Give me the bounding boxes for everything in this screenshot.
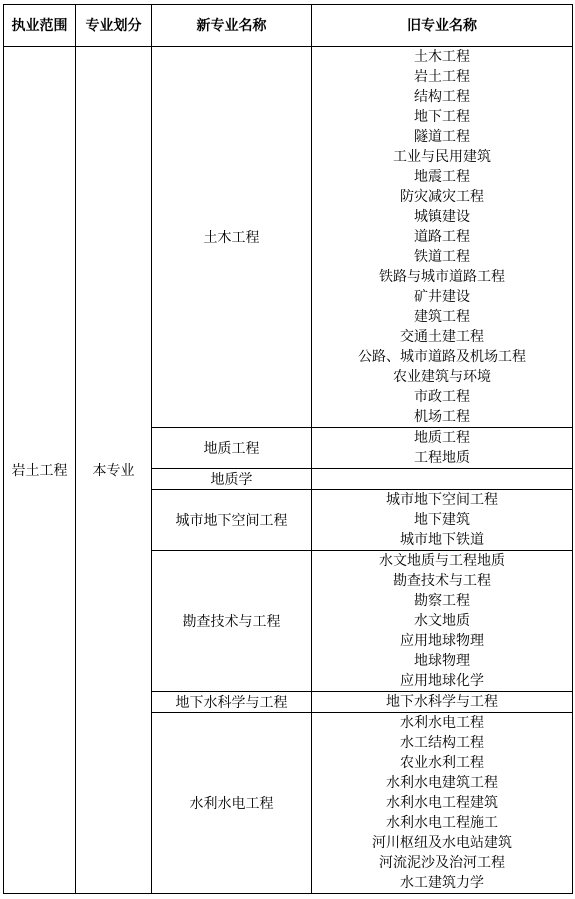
old-major-item: 交通土建工程 [400,329,484,345]
header-old-name: 旧专业名称 [312,5,573,47]
old-major-item: 勘查技术与工程 [393,573,491,589]
old-major-item: 地质工程 [414,430,470,446]
old-major-item: 勘察工程 [414,593,470,609]
new-major-name: 土木工程 [152,47,312,428]
old-major-item: 应用地球物理 [400,633,484,649]
old-major-item: 水工结构工程 [400,735,484,751]
old-major-item: 河流泥沙及治河工程 [379,855,505,871]
table-row [4,47,573,428]
old-major-item: 工程地质 [414,450,470,466]
old-major-item: 城市地下铁道 [400,532,484,548]
old-major-item: 地震工程 [414,169,470,185]
old-major-names [312,47,573,428]
table-body [4,47,573,894]
new-major-name: 城市地下空间工程 [152,490,312,551]
old-major-item: 铁道工程 [414,249,470,265]
old-major-item: 工业与民用建筑 [393,149,491,165]
old-major-item: 铁路与城市道路工程 [379,269,505,285]
header-scope: 执业范围 [4,5,76,47]
header-new-name: 新专业名称 [152,5,312,47]
old-major-item: 市政工程 [414,389,470,405]
old-major-item: 矿井建设 [414,289,470,305]
major-mapping-table [3,4,573,894]
old-major-item: 水利水电工程 [400,715,484,731]
old-major-item: 道路工程 [414,229,470,245]
old-major-item: 地下水科学与工程 [386,694,498,710]
old-major-names [312,713,573,894]
new-major-name: 地质学 [152,469,312,490]
old-major-item: 应用地球化学 [400,673,484,689]
new-major-name: 地质工程 [152,428,312,469]
header-row [4,5,573,47]
division-cell: 本专业 [76,47,152,894]
old-major-item: 机场工程 [414,409,470,425]
old-major-item: 地球物理 [414,653,470,669]
old-major-item: 水文地质 [414,613,470,629]
old-major-item: 公路、城市道路及机场工程 [358,349,526,365]
old-major-item: 水工建筑力学 [400,875,484,891]
old-major-item: 城镇建设 [414,209,470,225]
old-major-item: 水利水电工程施工 [386,815,498,831]
old-major-item: 城市地下空间工程 [386,492,498,508]
old-major-item: 河川枢纽及水电站建筑 [372,835,512,851]
old-major-names [312,551,573,692]
old-major-item: 农业建筑与环境 [393,369,491,385]
old-major-item: 隧道工程 [414,129,470,145]
new-major-name: 勘查技术与工程 [152,551,312,692]
old-major-names [312,469,573,490]
old-major-item: 地下工程 [414,109,470,125]
old-major-item: 土木工程 [414,49,470,65]
old-major-item: 农业水利工程 [400,755,484,771]
old-major-item: 结构工程 [414,89,470,105]
old-major-names [312,490,573,551]
old-major-item: 水利水电工程建筑 [386,795,498,811]
old-major-item: 岩土工程 [414,69,470,85]
scope-cell: 岩土工程 [4,47,76,894]
new-major-name: 水利水电工程 [152,713,312,894]
old-major-item: 建筑工程 [414,309,470,325]
old-major-item: 防灾减灾工程 [400,189,484,205]
old-major-item: 水利水电建筑工程 [386,775,498,791]
old-major-item: 水文地质与工程地质 [379,553,505,569]
old-major-names [312,428,573,469]
header-division: 专业划分 [76,5,152,47]
old-major-names [312,692,573,713]
old-major-item: 地下建筑 [414,512,470,528]
new-major-name: 地下水科学与工程 [152,692,312,713]
